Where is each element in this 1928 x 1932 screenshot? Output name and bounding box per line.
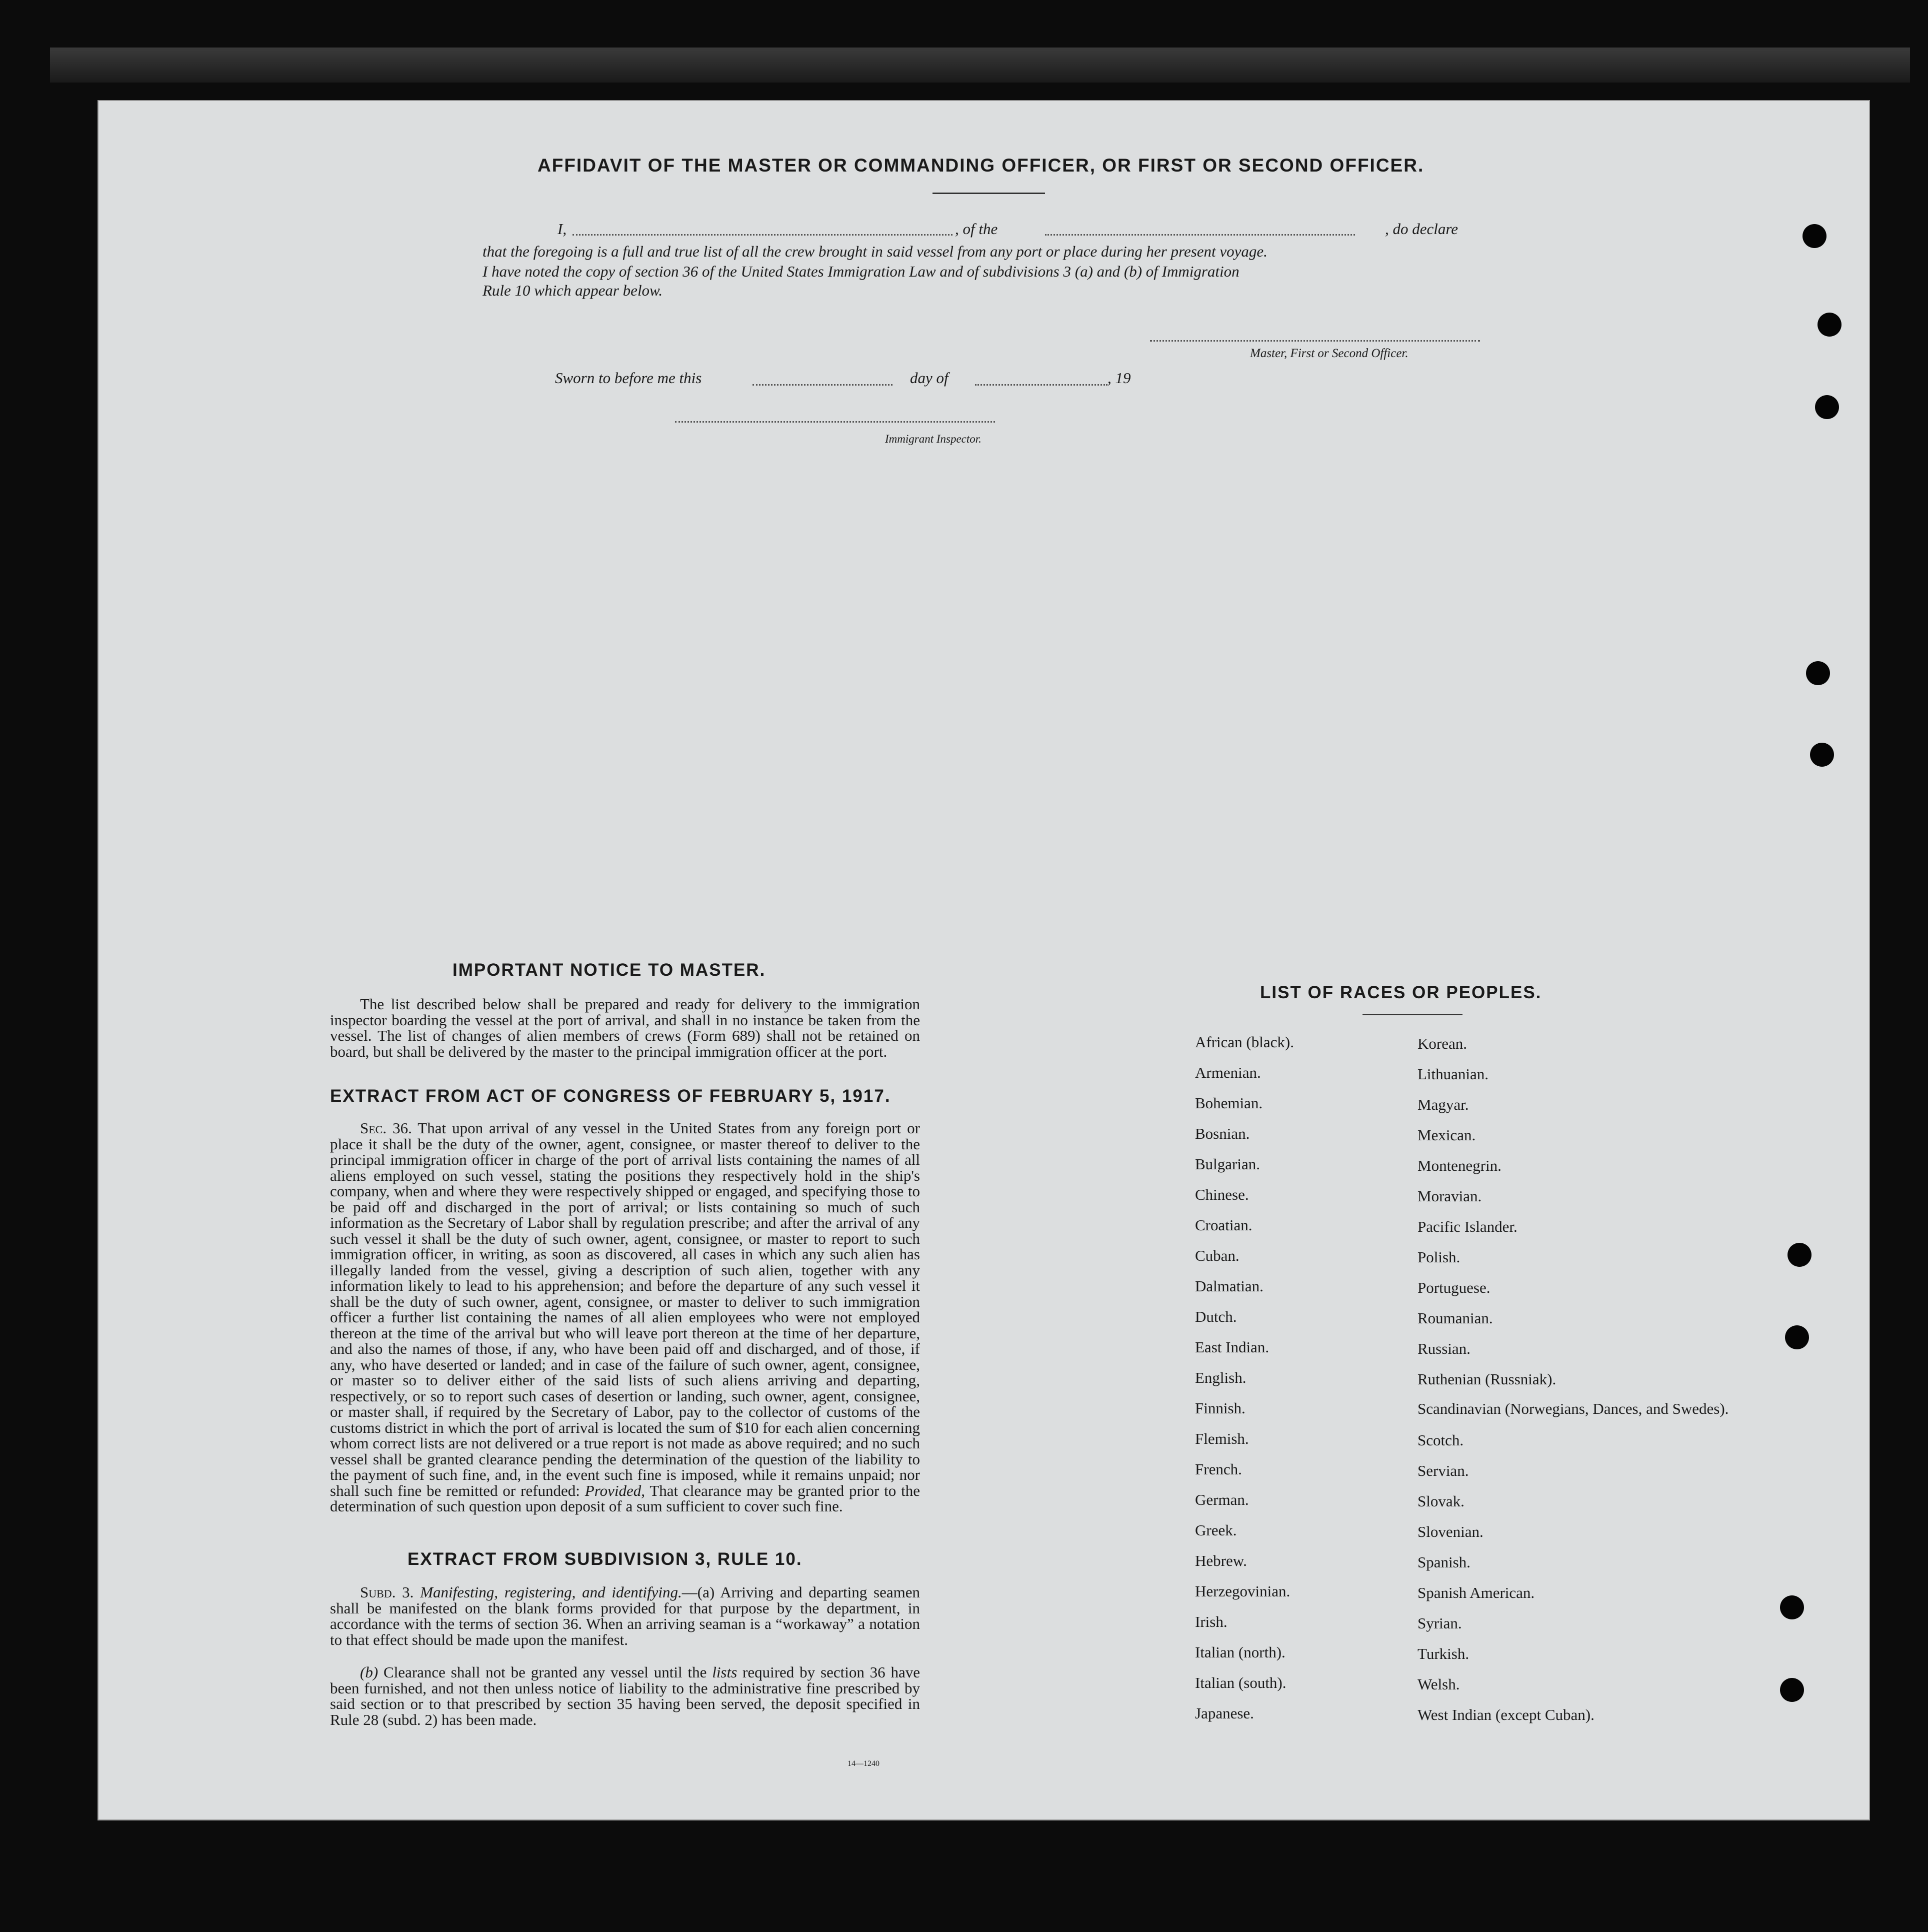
- binder-hole: [1788, 1243, 1812, 1267]
- notice-text: The list described below shall be prepared and ready for delivery to the immigration inspector boarding the vessel at the port of arrival, and shall in no instance be taken from the vessel. The list of changes of alien members of crews (Form 689) shall not be retained on board, but shall be delivered by the master to the principal immigration officer at the port.: [330, 995, 920, 1060]
- race-item: Moravian.: [1418, 1187, 1482, 1205]
- race-item: Flemish.: [1195, 1430, 1249, 1447]
- race-item: Ruthenian (Russniak).: [1418, 1370, 1556, 1388]
- subdivision-title: EXTRACT FROM SUBDIVISION 3, RULE 10.: [408, 1549, 802, 1569]
- binder-hole: [1785, 1325, 1809, 1349]
- inspector-label: Immigrant Inspector.: [885, 433, 982, 445]
- sworn-label: Sworn to before me this: [555, 369, 702, 387]
- race-item: Irish.: [1195, 1613, 1228, 1630]
- month-blank[interactable]: [975, 384, 1108, 386]
- race-item: Polish.: [1418, 1248, 1460, 1266]
- race-item: Syrian.: [1418, 1614, 1462, 1632]
- master-signature-label: Master, First or Second Officer.: [1250, 347, 1408, 360]
- race-item: Russian.: [1418, 1340, 1470, 1357]
- para-b-label: (b): [360, 1663, 378, 1681]
- race-item: Scandinavian (Norwegians, Dances, and Swedes).: [1418, 1400, 1729, 1417]
- affidavit-i-label: I,: [558, 220, 567, 238]
- act-body-2: That clearance may be granted prior to the determination of such question upon deposit of a sum sufficient to cover such fine.: [330, 1481, 920, 1515]
- master-signature-line[interactable]: [1150, 340, 1480, 342]
- affidavit-do-declare: , do declare: [1385, 220, 1458, 238]
- binder-hole: [1818, 313, 1842, 337]
- film-edge: [50, 48, 1910, 83]
- para-b-text-1: Clearance shall not be granted any vessel until the: [384, 1663, 707, 1681]
- binder-hole: [1780, 1595, 1804, 1619]
- para-b-text-2: required by section 36 have been furnished, and not then unless notice of liability to the administrative fine prescribed by said section or to that prescribed by section 35 having been served, the deposit specified in Rule 28 (subd. 2) has been made.: [330, 1663, 920, 1728]
- notice-title: IMPORTANT NOTICE TO MASTER.: [452, 960, 766, 980]
- form-number: 14—1240: [848, 1759, 880, 1768]
- race-item: Italian (south).: [1195, 1674, 1286, 1691]
- affidavit-line4: Rule 10 which appear below.: [482, 282, 663, 299]
- race-item: Armenian.: [1195, 1064, 1261, 1081]
- title-underline: [932, 193, 1045, 194]
- race-item: Hebrew.: [1195, 1552, 1247, 1569]
- year-label: , 19: [1108, 369, 1131, 387]
- act-body: That upon arrival of any vessel in the United States from any foreign port or place it shall be the duty of the owner, agent, consignee, or master thereof to deliver to the principal immigration officer in charge of the port of arrival lists containing the names of all aliens employed on such vessel, stating the positions they respectively hold in the ship's company, when and where they were respectively shipped or engaged, and specifying those to be paid off and discharged in the port of arrival; or lists containing so much of such information as the Secretary of Labor shall by regulation prescribe; and after the arrival of any such vessel it shall be the duty of such owner, agent, consignee, or master to report to such immigration officer, in writing, as soon as discovered, all cases in which any such alien has illegally landed from the vessel, giving a description of such alien, together with any information likely to lead to his apprehension; and before the departure of any such vessel it shall be the duty of such owner, agent, consignee, or master to deliver to such immigration officer a further list containing the names of all alien employees who were not employed thereon at the time of the arrival but who will leave port thereon at the time of her departure, and also the names of those, if any, who have been paid off and discharged, and of those, if any, who have deserted or landed; and in case of the failure of such owner, agent, consignee, or master so to deliver either of the said lists of such aliens arriving and departing, respectively, or so to report such cases of desertion or landing, such owner, agent, consignee, or master shall, if required by the Secretary of Labor, pay to the collector of customs of the customs district in which the port of arrival is located the sum of $10 for each alien concerning whom correct lists are not delivered or a true report is not made as above required; and no such vessel shall be granted clearance pending the determination of the question of the liability to the payment of such fine, and, in the event such fine is imposed, while it remains unpaid; nor shall such fine be remitted or refunded:: [330, 1119, 920, 1499]
- race-item: Chinese.: [1195, 1186, 1249, 1203]
- vessel-blank[interactable]: [1045, 234, 1355, 236]
- race-item: Lithuanian.: [1418, 1065, 1489, 1083]
- sec-label: Sec. 36.: [360, 1119, 412, 1137]
- race-item: Dutch.: [1195, 1308, 1237, 1325]
- race-item: English.: [1195, 1369, 1246, 1386]
- race-item: Croatian.: [1195, 1216, 1252, 1234]
- affidavit-line2: that the foregoing is a full and true list of all the crew brought in said vessel from any port or place during her present voyage.: [482, 243, 1268, 260]
- affidavit-of-the: , of the: [955, 220, 998, 238]
- name-blank[interactable]: [572, 234, 952, 236]
- race-item: Montenegrin.: [1418, 1157, 1502, 1174]
- race-item: Welsh.: [1418, 1675, 1460, 1693]
- binder-hole: [1780, 1678, 1804, 1702]
- race-item: Finnish.: [1195, 1399, 1246, 1417]
- subd-para-a-text: —(a) Arriving and departing seamen shall be manifested on the blank forms provided for that purpose by the department, in accordance with the terms of section 36. When an arriving seaman is a “workaway” a notation to that effect should be made upon the manifest.: [330, 1583, 920, 1648]
- race-item: Dalmatian.: [1195, 1277, 1264, 1295]
- race-item: French.: [1195, 1460, 1242, 1478]
- inspector-signature-line[interactable]: [675, 421, 995, 423]
- subdivision-para-a: [330, 1584, 920, 1647]
- race-item: German.: [1195, 1491, 1249, 1508]
- race-item: Slovenian.: [1418, 1523, 1484, 1540]
- race-item: Magyar.: [1418, 1096, 1469, 1113]
- binder-hole: [1806, 661, 1830, 685]
- race-item: Turkish.: [1418, 1645, 1470, 1662]
- sworn-day-blank[interactable]: [752, 384, 892, 386]
- races-right-column: [1418, 1028, 1728, 1730]
- subdivision-para-b: [330, 1664, 920, 1727]
- race-item: Pacific Islander.: [1418, 1218, 1518, 1235]
- race-item: Italian (north).: [1195, 1643, 1286, 1661]
- race-item: Scotch.: [1418, 1431, 1464, 1449]
- races-underline: [1362, 1014, 1462, 1015]
- act-title: EXTRACT FROM ACT OF CONGRESS OF FEBRUARY 5, 1917.: [330, 1086, 891, 1106]
- binder-hole: [1802, 224, 1826, 248]
- race-item: Herzegovinian.: [1195, 1582, 1290, 1600]
- race-item: Mexican.: [1418, 1126, 1476, 1144]
- race-item: Roumanian.: [1418, 1309, 1493, 1327]
- races-left-column: [1195, 1027, 1294, 1728]
- affidavit-line3: I have noted the copy of section 36 of the United States Immigration Law and of subdivisions 3 (a) and (b) of Immigration: [482, 263, 1240, 280]
- race-item: Portuguese.: [1418, 1279, 1490, 1296]
- race-item: Korean.: [1418, 1035, 1467, 1052]
- para-b-lists: lists: [712, 1663, 738, 1681]
- race-item: Japanese.: [1195, 1704, 1254, 1722]
- race-item: Bosnian.: [1195, 1125, 1250, 1142]
- day-of-label: day of: [910, 369, 948, 387]
- subd-label: Subd. 3.: [360, 1583, 414, 1601]
- binder-hole: [1810, 743, 1834, 767]
- race-item: Slovak.: [1418, 1492, 1464, 1510]
- document-page: [98, 100, 1870, 1820]
- race-item: Bohemian.: [1195, 1094, 1263, 1112]
- affidavit-title: AFFIDAVIT OF THE MASTER OR COMMANDING OFFICER, OR FIRST OR SECOND OFFICER.: [538, 155, 1424, 176]
- race-item: Spanish American.: [1418, 1584, 1535, 1601]
- race-item: West Indian (except Cuban).: [1418, 1706, 1594, 1723]
- race-item: Bulgarian.: [1195, 1155, 1260, 1173]
- subd-heading: Manifesting, registering, and identifying.: [420, 1583, 682, 1601]
- race-item: Greek.: [1195, 1521, 1237, 1539]
- race-item: Spanish.: [1418, 1553, 1470, 1571]
- act-provided: Provided,: [584, 1481, 646, 1499]
- binder-hole: [1815, 395, 1839, 419]
- race-item: Cuban.: [1195, 1247, 1240, 1264]
- act-text: [330, 1120, 920, 1514]
- race-item: Servian.: [1418, 1462, 1469, 1479]
- race-item: East Indian.: [1195, 1338, 1270, 1356]
- race-item: African (black).: [1195, 1033, 1294, 1051]
- races-title: LIST OF RACES OR PEOPLES.: [1260, 983, 1542, 1002]
